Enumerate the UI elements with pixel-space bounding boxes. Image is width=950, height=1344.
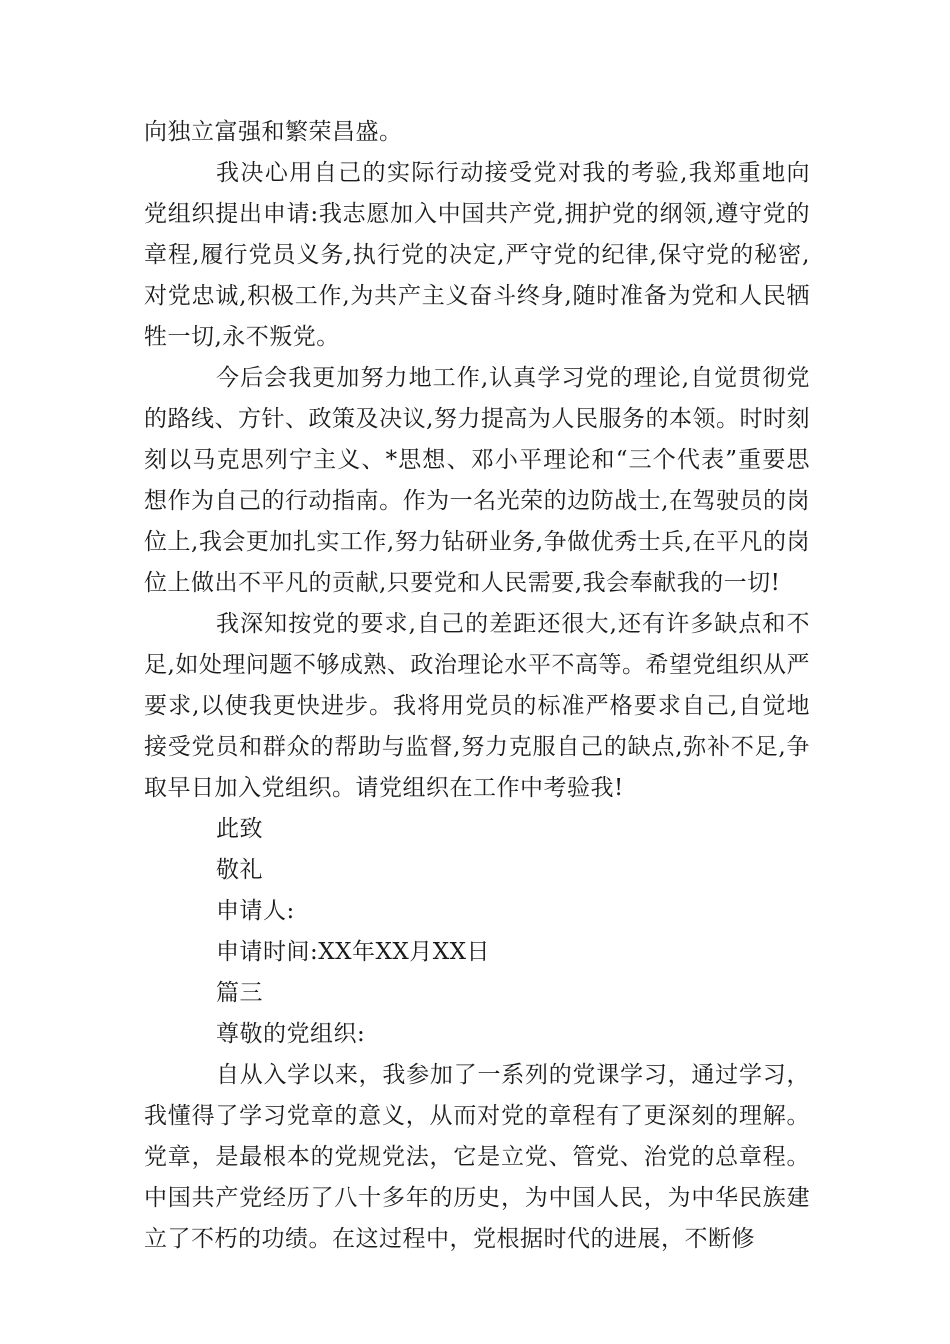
paragraph-continuation: 向独立富强和繁荣昌盛。 bbox=[144, 119, 403, 145]
letter-greeting: 尊敬的党组织: bbox=[216, 1021, 366, 1047]
closing-salutation: 此致 bbox=[216, 816, 263, 842]
paragraph-application-pledge: 我决心用自己的实际行动接受党对我的考验,我郑重地向党组织提出申请:我志愿加入中国共产党,拥护党的纲领,遵守党的章程,履行党员义务,执行党的决定,严守党的纪律,保守党的秘密,对党忠诚,积极工作,为共产主义奋斗终身,随时准备为党和人民牺牲一切,永不叛党。 bbox=[144, 160, 810, 350]
document-body bbox=[144, 112, 810, 1260]
section-heading: 篇三 bbox=[216, 980, 263, 1006]
application-date-line: 申请时间:XX年XX月XX日 bbox=[216, 939, 490, 965]
paragraph-party-constitution: 自从入学以来，我参加了一系列的党课学习，通过学习，我懂得了学习党章的意义，从而对党的章程有了更深刻的理解。党章，是最根本的党规党法，它是立党、管党、治党的总章程。中国共产党经历了八十多年的历史，为中国人民，为中华民族建立了不朽的功绩。在这过程中，党根据时代的进展，不断修 bbox=[144, 1062, 810, 1252]
closing-regards: 敬礼 bbox=[216, 857, 263, 883]
paragraph-self-assessment: 我深知按党的要求,自己的差距还很大,还有许多缺点和不足,如处理问题不够成熟、政治理论水平不高等。希望党组织从严要求,以使我更快进步。我将用党员的标准严格要求自己,自觉地接受党员和群众的帮助与监督,努力克服自己的缺点,弥补不足,争取早日加入党组织。请党组织在工作中考验我! bbox=[144, 611, 810, 801]
paragraph-future-work: 今后会我更加努力地工作,认真学习党的理论,自觉贯彻党的路线、方针、政策及决议,努力提高为人民服务的本领。时时刻刻以马克思列宁主义、*思想、邓小平理论和“三个代表”重要思想作为自己的行动指南。作为一名光荣的边防战士,在驾驶员的岗位上,我会更加扎实工作,努力钻研业务,争做优秀士兵,在平凡的岗位上做出不平凡的贡献,只要党和人民需要,我会奉献我的一切! bbox=[144, 365, 810, 596]
applicant-line: 申请人: bbox=[216, 898, 295, 924]
